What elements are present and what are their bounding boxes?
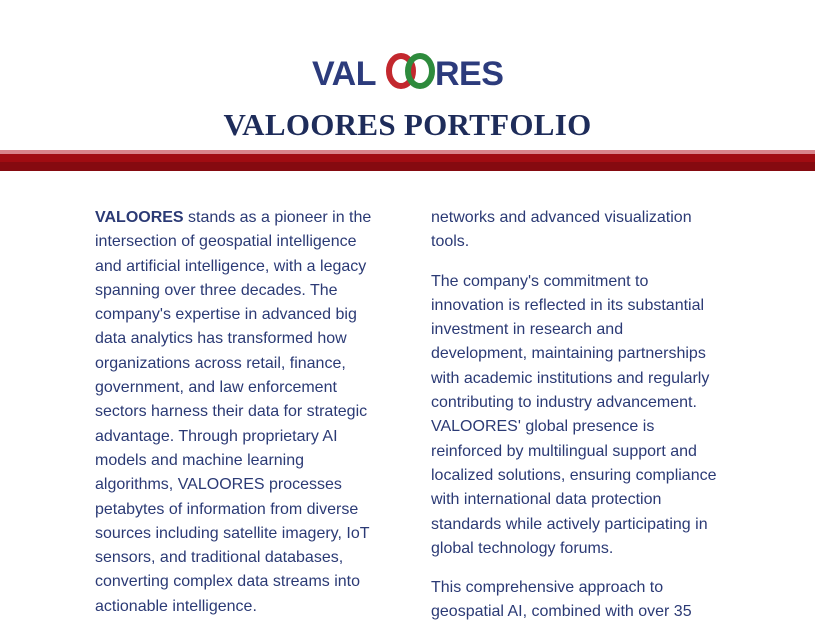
left-column [95, 206, 385, 634]
right-column [431, 206, 721, 640]
valoores-logo [0, 44, 815, 94]
intro-text: stands as a pioneer in the intersection of geospatial intelligence and artificial intelligence, with a legacy spanning over three decades. The company's expertise in advanced big data analytics has transformed how organizations across retail, finance, government, and law enforcement sectors harness their data for strategic advantage. Through proprietary AI models and machine learning algorithms, VALOORES processes petabytes of information from diverse sources including satellite imagery, IoT sensors, and traditional databases, converting complex data streams into actionable intelligence. [95, 209, 372, 615]
svg-text:VAL: VAL [311, 55, 376, 93]
page-title: VALOORES PORTFOLIO [223, 107, 592, 142]
continued-paragraph: networks and advanced visualization tools. [431, 209, 692, 251]
company-name: VALOORES [95, 209, 184, 226]
header-band [0, 154, 815, 162]
svg-text:RES: RES [434, 55, 503, 93]
intro-paragraph [95, 206, 385, 619]
approach-paragraph: This comprehensive approach to geospatial AI, combined with over 35 [431, 579, 692, 621]
valoores-logo-icon [308, 44, 508, 94]
innovation-paragraph: The company's commitment to innovation is reflected in its substantial investment in research and development, maintaining partnerships with academic institutions and regularly contributing to industry advancement. VALOORES' global presence is reinforced by multilingual support and localized solutions, ensuring compliance with international data protection standards while actively participating in global technology forums. [431, 272, 717, 557]
header-band-shadow [0, 162, 815, 171]
